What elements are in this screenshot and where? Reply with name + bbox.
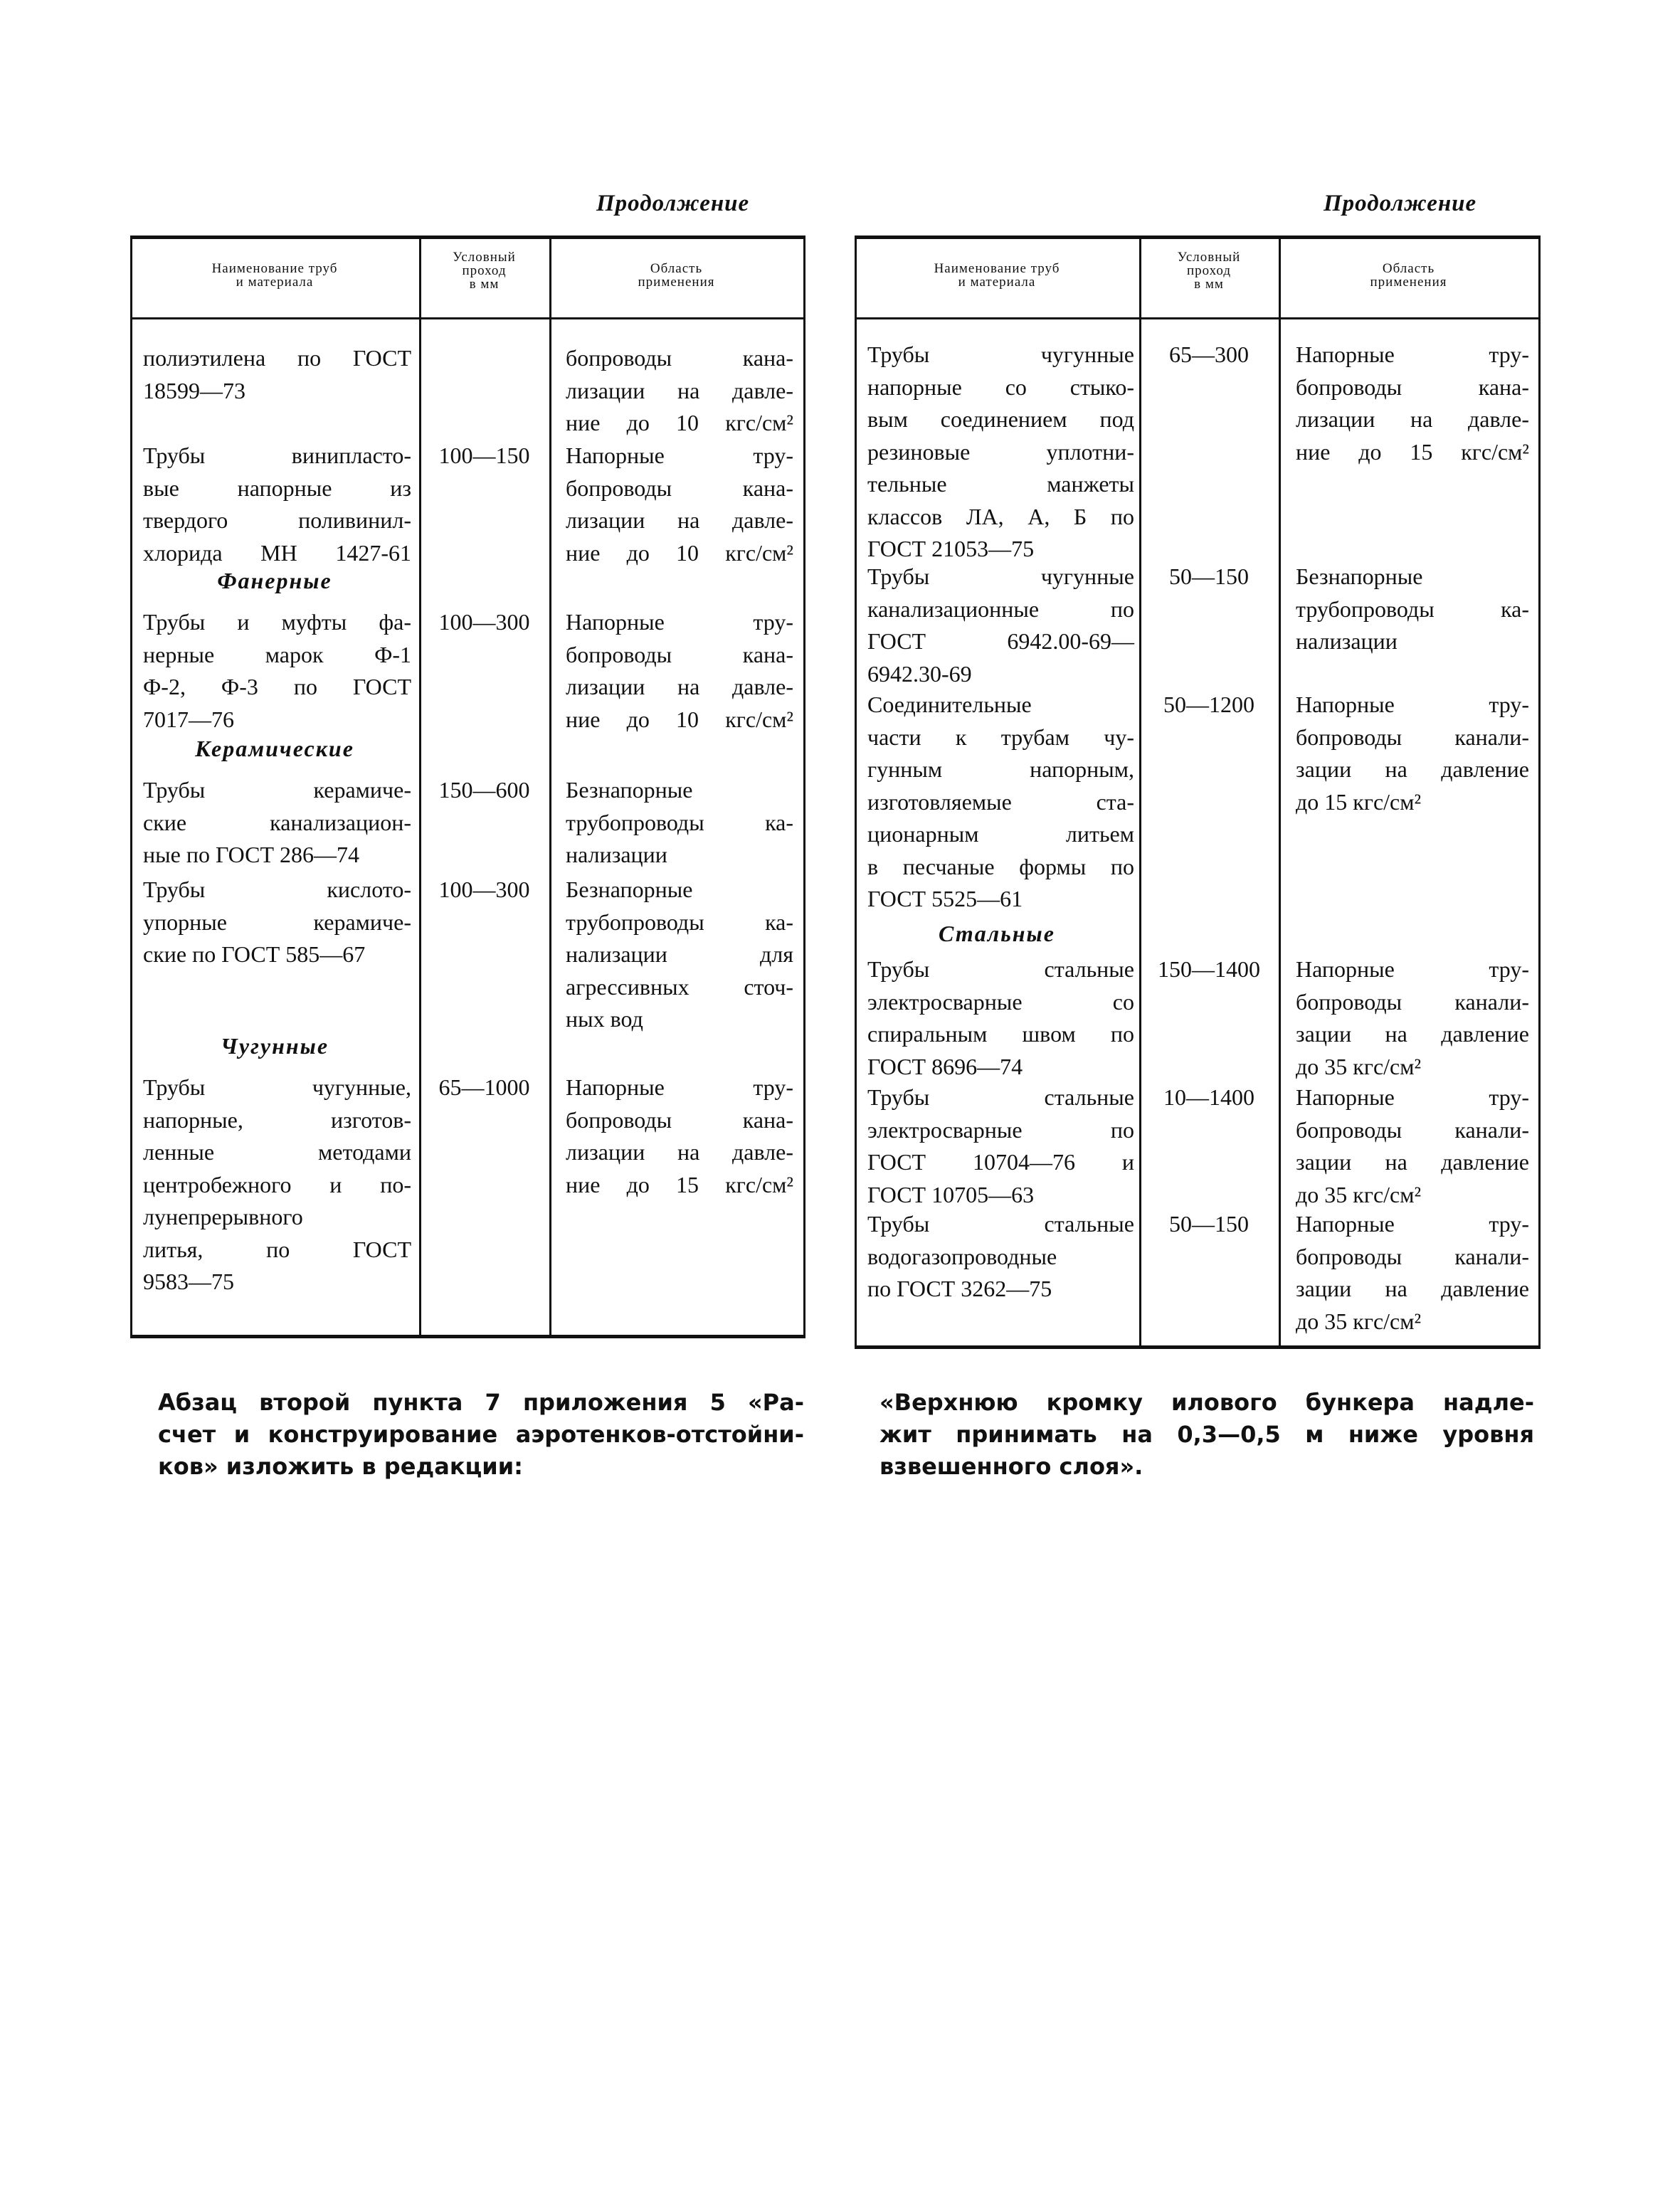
header-area	[1279, 262, 1538, 289]
cell-line: трубопроводы ка-	[1296, 596, 1529, 622]
cell-line: упорные керамиче-	[143, 909, 411, 935]
table-row-area	[566, 774, 793, 872]
cell-line: Напорные тру-	[566, 1074, 793, 1100]
cell-line: электросварные со	[867, 988, 1134, 1015]
cell-line: лизации на давле-	[566, 507, 793, 533]
table-row-diameter: 65—300	[1169, 342, 1249, 367]
cell-line: зации на давление	[1296, 756, 1529, 782]
cell-line: Ф-2, Ф-3 по ГОСТ	[143, 674, 411, 699]
header-diameter-line: проход	[462, 263, 507, 278]
cell-line: лизации на давле-	[566, 377, 793, 403]
cell-line: зации на давление	[1296, 1149, 1529, 1175]
cell-line: до 35 кгс/см²	[1296, 1053, 1422, 1079]
table-row-name	[143, 774, 411, 872]
cell-line: ние до 15 кгс/см²	[1296, 438, 1529, 465]
paragraph-line: Абзац второй пункта 7 приложения 5 «Ра-	[158, 1389, 804, 1416]
table-row-name	[867, 953, 1134, 1083]
cell-line: Напорные тру-	[1296, 692, 1529, 717]
cell-line: Трубы стальные	[867, 956, 1134, 982]
cell-line: бопроводы кана-	[1296, 374, 1529, 400]
cell-line: Трубы и муфты фа-	[143, 609, 411, 635]
cell-line: лизации на давле-	[566, 674, 793, 699]
cell-line: Напорные тру-	[1296, 342, 1529, 367]
header-name	[855, 262, 1139, 289]
paragraph-line: счет и конструирование аэротенков-отстойни-	[158, 1421, 804, 1448]
table-row-diameter: 50—1200	[1163, 692, 1254, 717]
cell-line: ГОСТ 5525—61	[867, 886, 1023, 911]
cell-line: напорные со стыко-	[867, 374, 1134, 400]
table-row-diameter: 150—1400	[1158, 956, 1260, 982]
table-row-name	[143, 606, 411, 736]
cell-line: Трубы кислото-	[143, 877, 411, 902]
table-row-area	[1296, 1208, 1529, 1338]
header-diameter	[1139, 250, 1279, 291]
cell-line: трубопроводы ка-	[566, 909, 793, 935]
header-diameter-line: проход	[1186, 263, 1232, 278]
table-row-diameter: 100—300	[438, 609, 530, 635]
paragraph-line: ков» изложить в редакции:	[158, 1453, 523, 1480]
cell-line: спиральным швом по	[867, 1021, 1134, 1047]
section-heading: Фанерные	[217, 568, 332, 593]
section-heading: Стальные	[939, 921, 1055, 946]
table-row-diameter: 100—300	[438, 877, 530, 902]
table-row-area	[566, 440, 793, 569]
cell-line: Трубы стальные	[867, 1211, 1134, 1237]
cell-line: бопроводы канали-	[1296, 988, 1529, 1015]
table-row-name	[867, 1081, 1134, 1211]
cell-line: литья, по ГОСТ	[143, 1236, 411, 1262]
cell-line: 6942.30-69	[867, 660, 972, 687]
cell-line: 18599—73	[143, 377, 245, 403]
cell-line: ных вод	[566, 1006, 643, 1032]
cell-line: вым соединением под	[867, 406, 1134, 432]
cell-line: Трубы стальные	[867, 1084, 1134, 1110]
cell-line: Напорные тру-	[1296, 1084, 1529, 1110]
header-name	[130, 262, 419, 289]
cell-line: ние до 10 кгс/см²	[566, 706, 793, 732]
table-row-area	[566, 1072, 793, 1201]
header-area-line: применения	[638, 275, 715, 290]
header-diameter-line: в мм	[469, 277, 500, 292]
cell-line: нализации для	[566, 941, 793, 967]
table-left	[130, 236, 805, 1338]
cell-line: бопроводы кана-	[566, 475, 793, 501]
cell-line: центробежного и по-	[143, 1171, 411, 1197]
cell-line: Трубы чугунные	[867, 342, 1134, 367]
cell-line: 9583—75	[143, 1269, 234, 1294]
header-area	[549, 262, 803, 289]
cell-line: тельные манжеты	[867, 471, 1134, 497]
cell-line: классов ЛА, А, Б по	[867, 503, 1134, 529]
cell-line: Трубы винипласто-	[143, 443, 411, 468]
cell-line: нализации	[566, 842, 667, 867]
cell-line: ГОСТ 10705—63	[867, 1181, 1035, 1207]
cell-line: вые напорные из	[143, 475, 411, 501]
cell-line: ние до 15 кгс/см²	[566, 1171, 793, 1197]
header-name-line: и материала	[236, 275, 314, 290]
cell-line: нерные марок Ф-1	[143, 641, 411, 667]
cell-line: лунепрерывного	[143, 1204, 303, 1229]
cell-line: ние до 10 кгс/см²	[566, 410, 793, 435]
cell-line: хлорида МН 1427-61	[143, 539, 411, 566]
cell-line: зации на давление	[1296, 1021, 1529, 1047]
paragraph-left	[158, 1387, 804, 1483]
cell-line: бопроводы канали-	[1296, 1116, 1529, 1143]
cell-line: ные по ГОСТ 286—74	[143, 842, 360, 867]
table-row-diameter: 50—150	[1169, 564, 1249, 589]
cell-line: ГОСТ 10704—76 и	[867, 1149, 1134, 1175]
paragraph-right	[879, 1387, 1534, 1483]
table-row-name	[143, 440, 411, 569]
header-diameter-line: Условный	[1177, 250, 1241, 265]
cell-line: бопроводы канали-	[1296, 1243, 1529, 1269]
cell-line: ционарным литьем	[867, 821, 1134, 847]
header-diameter-line: Условный	[453, 250, 516, 265]
cell-line: Напорные тру-	[566, 609, 793, 635]
table-right	[855, 236, 1541, 1349]
table-row-name	[867, 689, 1134, 916]
table-row-name	[867, 339, 1134, 566]
table-row-name	[867, 1208, 1134, 1306]
header-name-line: Наименование труб	[211, 261, 338, 276]
cell-line: нализации	[1296, 628, 1398, 654]
cell-line: по ГОСТ 3262—75	[867, 1276, 1052, 1301]
cell-line: Трубы чугунные,	[143, 1074, 411, 1100]
table-row-area	[1296, 339, 1529, 468]
cell-line: Безнапорные	[566, 777, 693, 803]
cell-line: ГОСТ 6942.00-69—	[867, 628, 1134, 654]
cell-line: Напорные тру-	[566, 443, 793, 468]
cell-line: Напорные тру-	[1296, 1211, 1529, 1237]
table-row-diameter: 150—600	[438, 777, 530, 803]
cell-line: трубопроводы ка-	[566, 809, 793, 835]
continuation-label-right: Продолжение	[1324, 191, 1477, 216]
table-row-diameter: 50—150	[1169, 1211, 1249, 1237]
header-area-line: Область	[1382, 261, 1435, 276]
cell-line: Соединительные	[867, 692, 1032, 717]
cell-line: зации на давление	[1296, 1276, 1529, 1301]
cell-line: Трубы керамиче-	[143, 777, 411, 803]
cell-line: лизации на давле-	[1296, 406, 1529, 432]
cell-line: Трубы чугунные	[867, 564, 1134, 589]
header-name-line: и материала	[958, 275, 1036, 290]
cell-line: лизации на давле-	[566, 1139, 793, 1165]
table-row-area	[1296, 561, 1529, 658]
cell-line: напорные, изготов-	[143, 1106, 411, 1133]
cell-line: бопроводы кана-	[566, 641, 793, 667]
cell-line: бопроводы кана-	[566, 1106, 793, 1133]
paragraph-line: жит принимать на 0,3—0,5 м ниже уровня	[879, 1421, 1534, 1448]
cell-line: Безнапорные	[566, 877, 693, 902]
cell-line: до 35 кгс/см²	[1296, 1308, 1422, 1334]
header-area-line: Область	[650, 261, 703, 276]
table-row-diameter: 10—1400	[1163, 1084, 1254, 1110]
cell-line: ГОСТ 8696—74	[867, 1053, 1023, 1079]
cell-line: резиновые уплотни-	[867, 438, 1134, 465]
cell-line: части к трубам чу-	[867, 724, 1134, 750]
table-row-area	[1296, 953, 1529, 1083]
table-row-name	[143, 1072, 411, 1298]
table-row-area	[566, 874, 793, 1036]
table-row-area	[566, 606, 793, 736]
header-diameter	[419, 250, 549, 291]
cell-line: ленные методами	[143, 1139, 411, 1165]
cell-line: ские по ГОСТ 585—67	[143, 941, 366, 967]
continuation-label-left: Продолжение	[596, 191, 750, 216]
cell-line: Безнапорные	[1296, 564, 1423, 589]
cell-line: агрессивных сточ-	[566, 973, 793, 1000]
cell-line: бопроводы кана-	[566, 345, 793, 371]
table-row-diameter: 65—1000	[438, 1074, 530, 1100]
cell-line: электросварные по	[867, 1116, 1134, 1143]
cell-line: канализационные по	[867, 596, 1134, 622]
table-row-diameter: 100—150	[438, 443, 530, 468]
cell-line: ГОСТ 21053—75	[867, 536, 1035, 561]
cell-line: 7017—76	[143, 706, 234, 732]
table-row-name	[143, 874, 411, 971]
cell-line: твердого поливинил-	[143, 507, 411, 533]
cell-line: полиэтилена по ГОСТ	[143, 345, 411, 371]
table-row-name	[143, 342, 411, 407]
header-area-line: применения	[1370, 275, 1447, 290]
section-heading: Чугунные	[220, 1033, 329, 1059]
section-heading: Керамические	[195, 736, 354, 761]
cell-line: бопроводы канали-	[1296, 724, 1529, 750]
cell-line: ние до 10 кгс/см²	[566, 539, 793, 566]
cell-line: гунным напорным,	[867, 756, 1134, 782]
table-row-area	[1296, 1081, 1529, 1211]
cell-line: в песчаные формы по	[867, 853, 1134, 879]
cell-line: водогазопроводные	[867, 1243, 1057, 1269]
cell-line: до 35 кгс/см²	[1296, 1181, 1422, 1207]
cell-line: ские канализацион-	[143, 809, 411, 835]
header-diameter-line: в мм	[1194, 277, 1224, 292]
cell-line: до 15 кгс/см²	[1296, 788, 1422, 815]
paragraph-line: «Верхнюю кромку илового бункера надле-	[879, 1389, 1534, 1416]
table-row-area	[1296, 689, 1529, 818]
table-row-area	[566, 342, 793, 440]
cell-line: Напорные тру-	[1296, 956, 1529, 982]
paragraph-line: взвешенного слоя».	[879, 1453, 1143, 1480]
header-name-line: Наименование труб	[934, 261, 1060, 276]
cell-line: изготовляемые ста-	[867, 788, 1134, 815]
table-row-name	[867, 561, 1134, 690]
